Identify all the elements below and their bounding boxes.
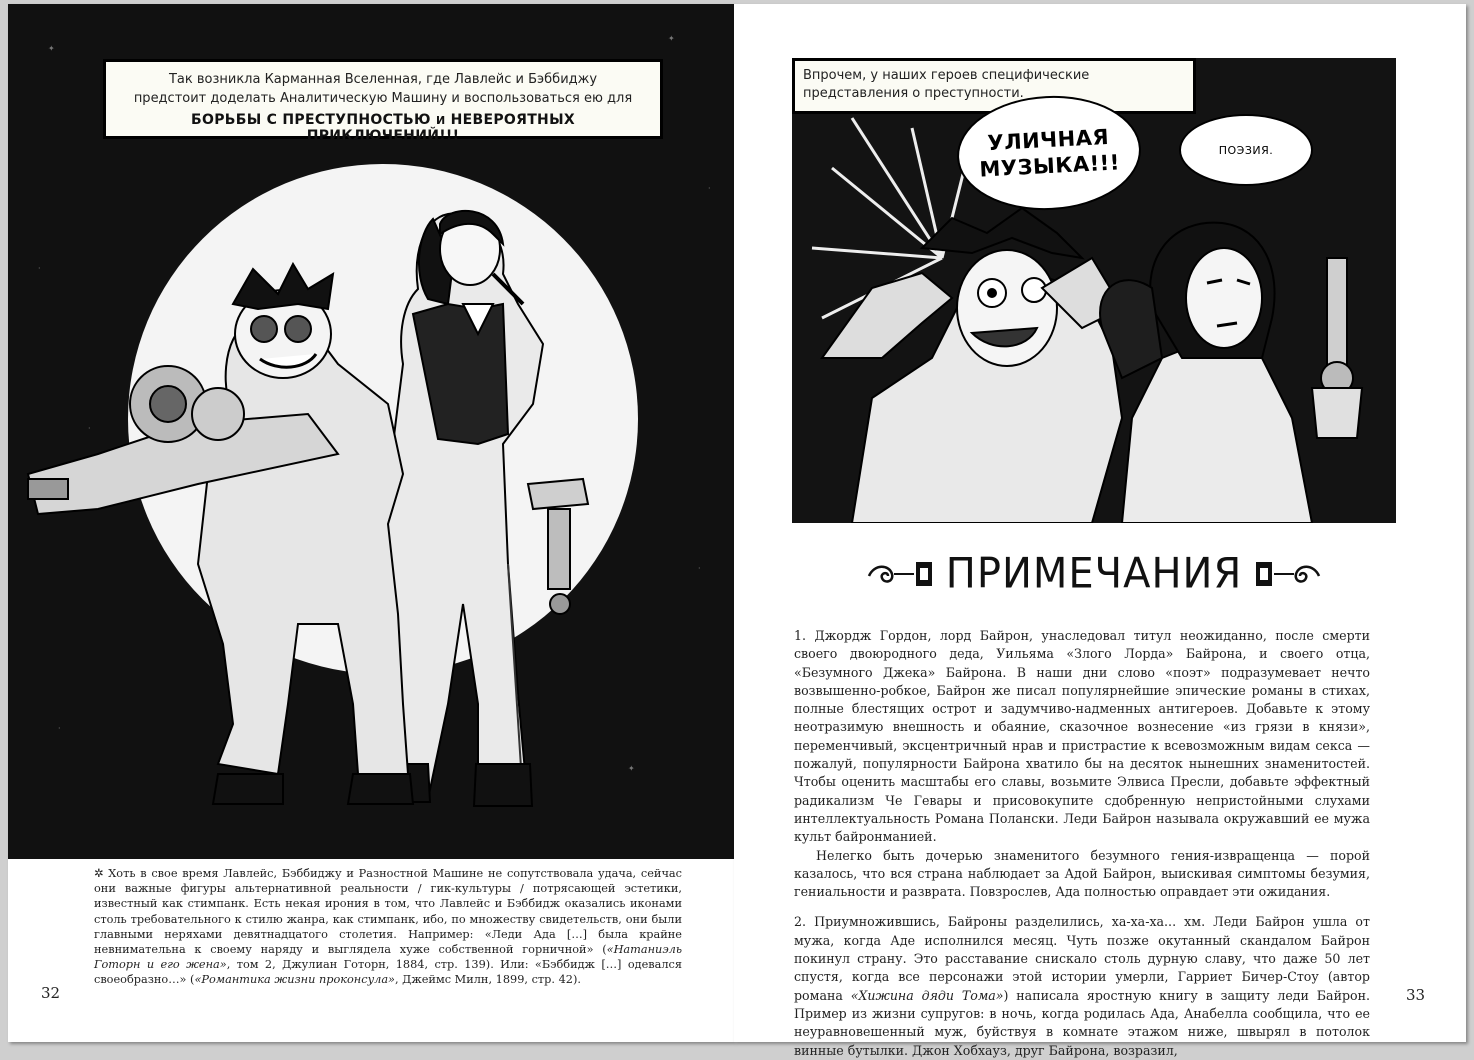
caption-line-1: Так возникла Карманная Вселенная, где Лавлейс и Бэббиджу — [168, 72, 598, 87]
page-number-left: 32 — [41, 984, 61, 1002]
footnote-citation-1: «Натаниэль Готорн и его жена» — [94, 943, 682, 972]
right-page — [734, 4, 1466, 1058]
footnote-text-3: , Джеймс Милн, 1899, стр. 42). — [394, 973, 581, 987]
babbage-shocked-figure — [822, 208, 1122, 523]
speech-bubble-poetry — [1179, 114, 1313, 186]
babbage-figure — [28, 264, 413, 804]
note-1-paragraph-2: Нелегко быть дочерью знаменитого безумного гения-извращенца — порой казалось, что вся страна наблюдает за Адой Байрон, выискивая симптомы безумия, гениальности и разврата. Повзрослев, Ада полностью оправдает эти ожидания. — [794, 847, 1370, 900]
caption-bold-part-1: БОРЬБЫ С ПРЕСТУПНОСТЬЮ — [191, 112, 431, 128]
note-2-text-2: ) написала яростную книгу в защиту леди Байрон. Пример из жизни супругов: в ночь, когда родилась Ада, Анабелла сообщила, что ее неуравновешенный муж, буйствуя в комнате этажом ниже, швырял в потолок винные бутылки. Джон Хобхауз, друг Байрона, возразил, — [794, 987, 1371, 1058]
caption-bold-line — [116, 112, 650, 144]
steampunk-footnote — [94, 866, 682, 988]
caption-bold-part-2: НЕВЕРОЯТНЫХ ПРИКЛЮЧЕНИЙ!!! — [306, 112, 575, 144]
note-2-paragraph — [794, 913, 1370, 1059]
note-2-text-1: 2. Приумножившись, Байроны разделились, ха-ха-ха... хм. Леди Байрон ушла от мужа, когда Аде исполнился месяц. Чуть позже окутанный скандалом Байрон покинул страну. Это расставание снискало столь дурную славу, что даже 50 лет спустя, когда все персонажи этой истории умерли, Гарриет Бичер-Стоу (автор романа — [794, 914, 1370, 1003]
caption-line-2: предстоит доделать Аналитическую Машину и воспользоваться ею для — [133, 91, 633, 106]
footnote-text-1: Хоть в свое время Лавлейс, Бэббиджу и Разностной Машине не сопутствовала удача, сейчас они важные фигуры альтернативной реальности / гик-культуры / потрясающей эстетики, известный как стимпанк. Есть некая ирония в том, что Лавлейс и Бэббидж оказались иконами столь требовательного к стилю жанра, как стимпанк, ибо, по множеству свидетельств, они были главными неряхами девятнадцатого столетия. Например: «Леди Ада […] была крайне невнимательна к своему наряду и выглядела хуже собственной горничной» ( — [94, 867, 682, 957]
notes-title: ПРИМЕЧАНИЯ — [945, 549, 1243, 599]
right-ornament-icon — [1254, 554, 1324, 594]
caption-ampersand: И — [435, 114, 446, 127]
footnote-citation-2: «Романтика жизни проконсула» — [194, 973, 395, 987]
notes-body — [794, 627, 1370, 1060]
footnote-text-2: , том 2, Джулиан Готорн, 1884, стр. 139). Или: «Бэббидж […] одевался своеобразно…» ( — [94, 958, 682, 987]
note-1-paragraph-1: 1. Джордж Гордон, лорд Байрон, унаследовал титул неожиданно, после смерти своего двоюродного деда, Уильяма «Злого Лорда» Байрона, и своего отца, «Безумного Джека» Байрона. В наши дни слово «поэт» подразумевает нечто возвышенно-робкое, Байрон же писал популярнейшие эпические романы в стихах, полные блестящих острот и задумчиво-надменных антигероев. Добавьте к этому неотразимую внешность и обаяние, сказочное вознесение «из грязи в князи», переменчивый, эксцентричный нрав и пристрастие к всевозможным видам секса — пожалуй, популярности Байрона хватило бы на десяток нынешних знаменитостей. Чтобы оценить масштабы его славы, возьмите Элвиса Пресли, добавьте эффектный радикализм Че Гевары и присовокупите сдобренную непристойными слухами интеллектуальность Романа Полански. Леди Байрон называла окружавший ее мужа культ байронманией. — [794, 628, 1370, 845]
comic-panel-steampunk: ✦ · ✦ · · · · ✦ Так возникла Карманная Вселенная, где Лавлейс и Бэббиджу предстоит доделать Аналитическую Машину и воспользоваться ею для БОРЬБЫ С ПРЕСТУПНОСТЬЮ И НЕВЕРОЯТНЫХ ПРИКЛЮЧЕНИЙ!!! — [8, 4, 734, 859]
panel-caption-box: Впрочем, у наших героев специфические представления о преступности. — [792, 58, 1196, 114]
left-page — [8, 4, 734, 1042]
bubble-line-1: УЛИЧНАЯ — [986, 124, 1110, 156]
note-2-citation: «Хижина дяди Тома» — [850, 987, 1004, 1003]
intro-caption-box — [103, 59, 663, 144]
lovelace-annoyed-figure — [1100, 223, 1362, 523]
bubble-poetry-text: ПОЭЗИЯ. — [1218, 143, 1274, 157]
bubble-line-2: МУЗЫКА!!! — [978, 150, 1121, 182]
footnote-marker-icon: ✲ — [94, 867, 104, 880]
notes-header — [834, 544, 1354, 604]
page-number-right: 33 — [1406, 986, 1426, 1004]
left-ornament-icon — [864, 554, 934, 594]
